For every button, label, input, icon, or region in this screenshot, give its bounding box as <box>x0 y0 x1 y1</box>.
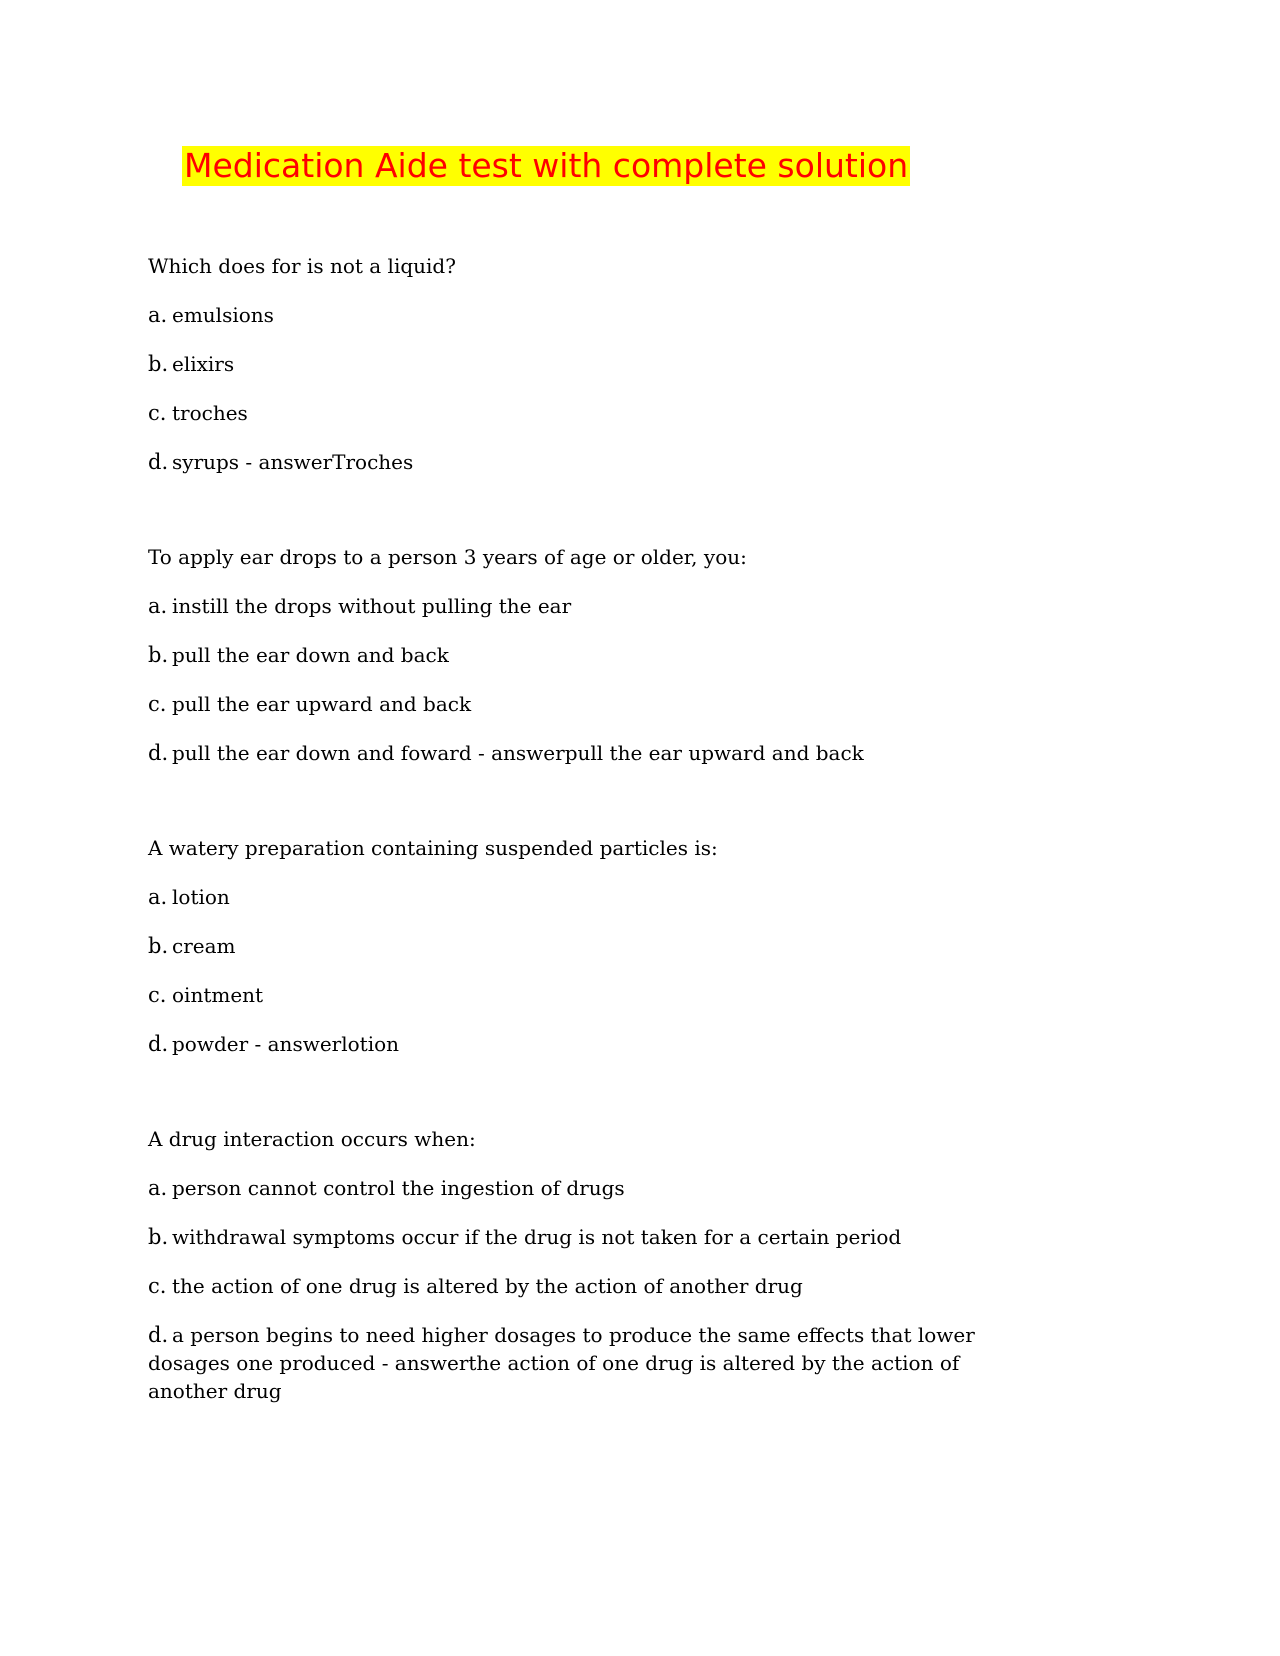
question-stem: Which does for is not a liquid? <box>148 254 456 278</box>
question-block-2 <box>148 543 1028 767</box>
option-text: emulsions <box>172 303 274 327</box>
option-letter: c. <box>148 401 167 425</box>
option-letter: c. <box>148 1274 167 1298</box>
option-letter: d. <box>148 741 169 765</box>
answer-option <box>148 1223 1028 1251</box>
question-block-4 <box>148 1125 1028 1405</box>
answer-option <box>148 883 1028 911</box>
option-letter: b. <box>148 1225 169 1249</box>
option-text: lotion <box>172 885 230 909</box>
answer-option <box>148 350 1028 378</box>
answer-option <box>148 932 1028 960</box>
option-letter: d. <box>148 1323 169 1347</box>
option-letter: b. <box>148 934 169 958</box>
document-title: Medication Aide test with complete solution <box>184 146 909 185</box>
answer-option <box>148 1321 1028 1405</box>
option-letter: a. <box>148 594 168 618</box>
option-letter: c. <box>148 983 167 1007</box>
option-letter: a. <box>148 885 168 909</box>
option-text: ointment <box>172 983 264 1007</box>
option-text: powder - answerlotion <box>172 1032 400 1056</box>
option-letter: c. <box>148 692 167 716</box>
option-letter: a. <box>148 303 168 327</box>
answer-option <box>148 301 1028 329</box>
option-text: pull the ear upward and back <box>172 692 472 716</box>
option-text: pull the ear down and back <box>172 643 449 667</box>
option-text: troches <box>172 401 248 425</box>
answer-option <box>148 981 1028 1009</box>
option-text-line: another drug <box>148 1379 282 1403</box>
answer-option <box>148 690 1028 718</box>
answer-option <box>148 1030 1028 1058</box>
answer-option <box>148 641 1028 669</box>
option-text-line: dosages one produced - answerthe action of one drug is altered by the action of <box>148 1351 960 1375</box>
option-letter: a. <box>148 1176 168 1200</box>
option-text: person cannot control the ingestion of drugs <box>172 1176 625 1200</box>
answer-option <box>148 448 1028 476</box>
option-text: elixirs <box>172 352 235 376</box>
answer-option <box>148 739 1028 767</box>
option-letter: b. <box>148 643 169 667</box>
option-letter: d. <box>148 1032 169 1056</box>
option-text: instill the drops without pulling the ear <box>172 594 572 618</box>
option-letter: b. <box>148 352 169 376</box>
option-text: the action of one drug is altered by the action of another drug <box>172 1274 803 1298</box>
option-text: syrups - answerTroches <box>172 450 414 474</box>
answer-option <box>148 1174 1028 1202</box>
question-stem: To apply ear drops to a person 3 years of age or older, you: <box>148 545 747 569</box>
option-text: cream <box>172 934 236 958</box>
question-block-1 <box>148 252 1028 476</box>
option-text <box>148 1321 1028 1405</box>
option-text: pull the ear down and foward - answerpull the ear upward and back <box>172 741 864 765</box>
answer-option <box>148 399 1028 427</box>
question-block-3 <box>148 834 1028 1058</box>
answer-option <box>148 1272 1028 1300</box>
option-text-line: a person begins to need higher dosages to produce the same effects that lower <box>172 1323 975 1347</box>
option-letter: d. <box>148 450 169 474</box>
question-stem: A watery preparation containing suspended particles is: <box>148 836 718 860</box>
question-stem: A drug interaction occurs when: <box>148 1127 476 1151</box>
option-text: withdrawal symptoms occur if the drug is not taken for a certain period <box>172 1225 902 1249</box>
answer-option <box>148 592 1028 620</box>
